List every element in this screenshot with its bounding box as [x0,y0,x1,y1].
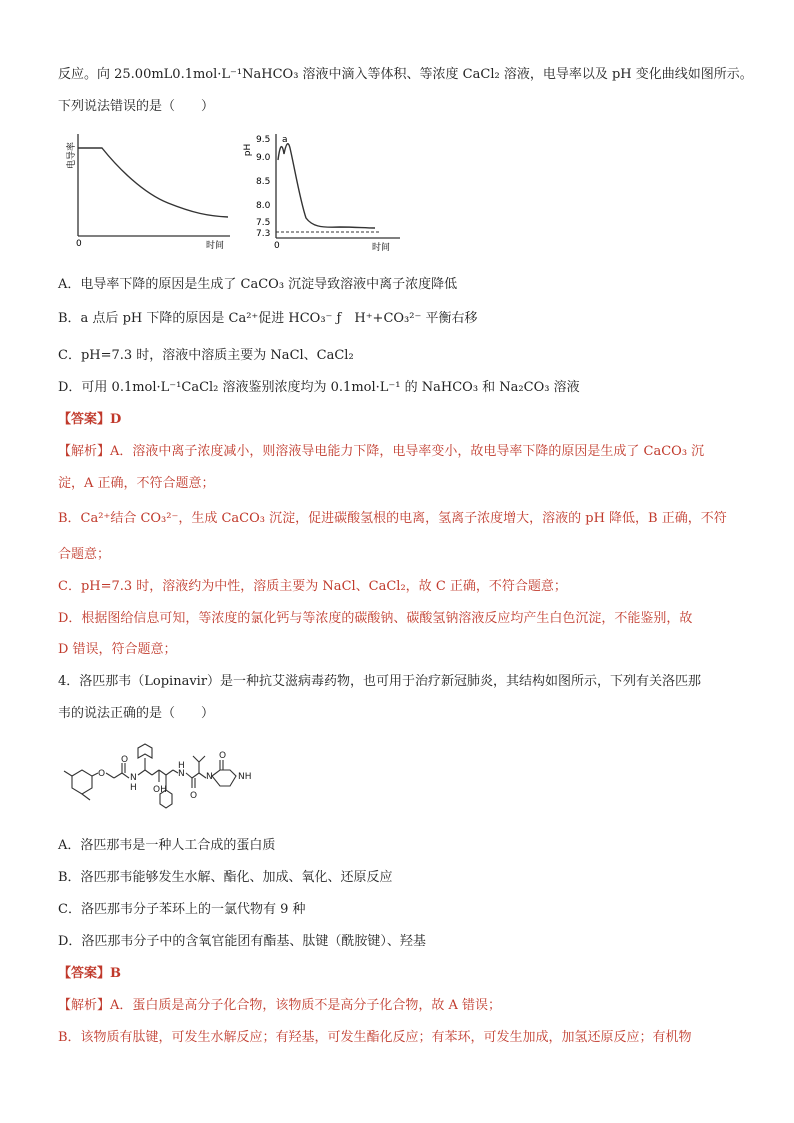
q4-stem-line1: 4．洛匹那韦（Lopinavir）是一种抗艾滋病毒药物，也可用于治疗新冠肺炎，其结构如图所示，下列有关洛匹那 [58,674,702,689]
q3-analysis-7: D 错误，符合题意； [58,642,177,657]
q4-answer: 【答案】B [58,966,121,981]
ph-origin: 0 [274,241,280,251]
lopinavir-structure [58,728,288,824]
svg-text:OH: OH [153,785,167,795]
svg-text:N: N [206,772,213,782]
ph-graph [240,130,410,254]
q4-option-a: A．洛匹那韦是一种人工合成的蛋白质 [58,838,276,853]
svg-text:8.5: 8.5 [256,177,271,187]
svg-text:N: N [130,773,137,783]
svg-text:NH: NH [238,772,252,782]
svg-text:8.0: 8.0 [256,201,271,211]
svg-text:O: O [190,791,198,801]
q3-analysis-3: B．Ca²⁺结合 CO₃²⁻，生成 CaCO₃ 沉淀，促进碳酸氢根的电离，氢离子浓度增大，溶液的 pH 降低，B 正确，不符 [58,511,727,526]
q3-option-b: B．a 点后 pH 下降的原因是 Ca²⁺促进 HCO₃⁻ ƒ H⁺+CO₃²⁻ 平衡右移 [58,311,478,326]
q3-analysis-5: C．pH=7.3 时，溶液约为中性，溶质主要为 NaCl、CaCl₂，故 C 正确，不符合题意； [58,579,567,594]
q3-option-a: A．电导率下降的原因是生成了 CaCO₃ 沉淀导致溶液中离子浓度降低 [58,277,458,292]
q4-analysis-1: 【解析】A．蛋白质是高分子化合物，该物质不是高分子化合物，故 A 错误； [58,998,502,1013]
q4-option-d: D．洛匹那韦分子中的含氧官能团有酯基、肽键（酰胺键）、羟基 [58,934,426,949]
ph-ylabel: pH [243,143,253,157]
svg-text:N: N [178,769,185,779]
conductivity-ylabel: 电导率 [67,142,77,170]
q3-option-c: C．pH=7.3 时，溶液中溶质主要为 NaCl、CaCl₂ [58,348,354,363]
q4-stem-line2: 韦的说法正确的是（ ） [58,706,215,721]
q3-analysis-2: 淀，A 正确，不符合题意； [58,476,215,491]
svg-text:H: H [178,761,185,771]
q4-option-c: C．洛匹那韦分子苯环上的一氯代物有 9 种 [58,902,306,917]
svg-text:7.3: 7.3 [256,229,271,239]
ph-xlabel: 时间 [372,243,391,253]
q3-answer: 【答案】D [58,412,122,427]
q4-option-b: B．洛匹那韦能够发生水解、酯化、加成、氧化、还原反应 [58,870,393,885]
conductivity-origin: 0 [76,239,82,249]
q3-option-d: D．可用 0.1mol·L⁻¹CaCl₂ 溶液鉴别浓度均为 0.1mol·L⁻¹ 的 NaHCO₃ 和 Na₂CO₃ 溶液 [58,380,580,395]
q4-analysis-2: B．该物质有肽键，可发生水解反应；有羟基，可发生酯化反应；有苯环，可发生加成，加氢还原反应；有机物 [58,1030,692,1045]
conductivity-xlabel: 时间 [206,241,225,251]
svg-text:7.5: 7.5 [256,218,271,228]
svg-text:O: O [121,755,129,765]
svg-text:9.5: 9.5 [256,135,271,145]
svg-text:O: O [98,769,106,779]
q3-stem-line2: 下列说法错误的是（ ） [58,99,215,114]
svg-text:9.0: 9.0 [256,153,271,163]
conductivity-graph [58,128,238,252]
q3-analysis-6: D．根据图给信息可知，等浓度的氯化钙与等浓度的碳酸钠、碳酸氢钠溶液反应均产生白色沉淀，不能鉴别，故 [58,611,693,626]
ph-point-a: a [282,135,288,145]
svg-text:H: H [130,783,137,793]
svg-text:O: O [219,751,227,761]
ph-curve [278,144,375,228]
q3-stem-line1: 反应。向 25.00mL0.1mol·L⁻¹NaHCO₃ 溶液中滴入等体积、等浓度 CaCl₂ 溶液，电导率以及 pH 变化曲线如图所示。 [58,67,753,82]
conductivity-curve [78,148,228,217]
q3-analysis-1: 【解析】A．溶液中离子浓度减小，则溶液导电能力下降，电导率变小，故电导率下降的原因是生成了 CaCO₃ 沉 [58,444,705,459]
q3-analysis-4: 合题意； [58,547,111,562]
